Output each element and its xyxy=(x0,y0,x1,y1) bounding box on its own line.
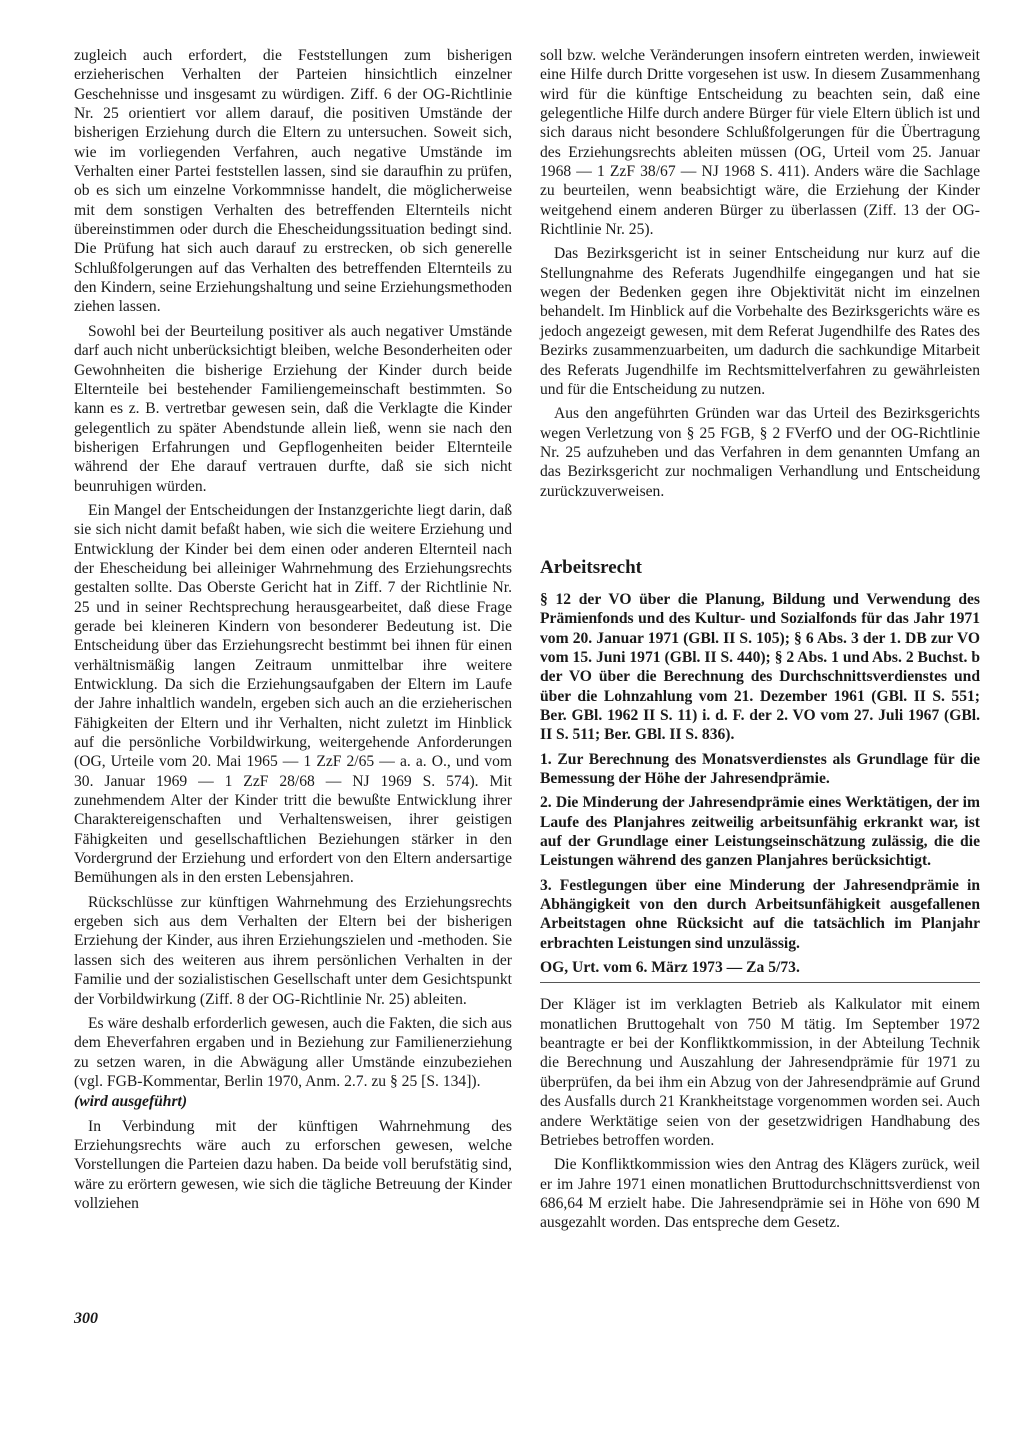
continued-note: (wird ausgeführt) xyxy=(74,1093,188,1111)
divider xyxy=(540,982,980,983)
paragraph: Rückschlüsse zur künftigen Wahrnehmung des Erziehungsrechts ergeben sich aus dem Verhalten der Eltern bei der bisherigen Erziehung der Kinder, aus ihren Erziehungszielen und -methoden. Sie lassen sich des weiteren aus ihrem persönlichen Verhalten in der Familie und der sozialistischen Gesellschaft unter dem Gesichtspunkt der Vorbildwirkung (Ziff. 8 der OG-Richtlinie Nr. 25) ableiten. xyxy=(74,893,512,1008)
right-column xyxy=(540,46,980,1238)
page-number: 300 xyxy=(74,1310,98,1327)
leitsatz: 3. Festlegungen über eine Minderung der Jahresendprämie in Abhängigkeit von den durch Arbeitsunfähigkeit ausgefallenen Arbeitstagen ohne Rücksicht auf die tatsächlich im Planjahr erbrachten Leistungen sind unzulässig. xyxy=(540,876,980,952)
law-reference: § 12 der VO über die Planung, Bildung und Verwendung des Prämienfonds und des Kultur- und Sozialfonds für das Jahr 1971 vom 20. Januar 1971 (GBl. II S. 105); § 6 Abs. 3 der 1. DB zur VO vom 15. Juni 1971 (GBl. II S. 440); § 2 Abs. 1 und Abs. 2 Buchst. b der VO über die Berechnung des Durchschnittsverdienstes und über die Lohnzahlung vom 21. Dezember 1961 (GBl. II S. 551; Ber. GBl. 1962 II S. 11) i. d. F. der 2. VO vom 27. Juli 1967 (GBl. II S. 511; Ber. GBl. II S. 836). xyxy=(540,590,980,744)
leitsatz: 1. Zur Berechnung des Monatsverdienstes als Grundlage für die Bemessung der Höhe der Jahresendprämie. xyxy=(540,750,980,787)
paragraph: soll bzw. welche Veränderungen insofern eintreten werden, inwieweit eine Hilfe durch Dritte vorgesehen ist usw. In diesem Zusammenhang wird für die künftige Entscheidung zu beachten sein, daß eine gelegentliche Hilfe durch andere Bürger für viele Eltern üblich ist und sich daraus nicht besondere Schlußfolgerungen für die Übertragung des Erziehungsrechts ableiten müssen (OG, Urteil vom 25. Januar 1968 — 1 ZzF 38/67 — NJ 1968 S. 411). Anders wäre die Sachlage zu beurteilen, wenn beabsichtigt wäre, die Erziehung der Kinder weitgehend einem anderen Bürger zu überlassen (Ziff. 13 der OG-Richtlinie Nr. 25). xyxy=(540,47,980,239)
paragraph: In Verbindung mit der künftigen Wahrnehmung des Erziehungsrechts wäre auch zu erforschen gewesen, welche Vorstellungen die Parteien dazu haben. Da beide voll berufstätig sind, wäre zu erörtern gewesen, wie sich die tägliche Betreuung der Kinder vollziehen xyxy=(74,1117,512,1212)
section-heading: Arbeitsrecht xyxy=(540,556,643,578)
case-reference: OG, Urt. vom 6. März 1973 — Za 5/73. xyxy=(540,959,800,977)
paragraph: Sowohl bei der Beurteilung positiver als auch negativer Umstände darf auch nicht unberücksichtigt bleiben, welche Besonderheiten oder Gewohnheiten die bisherige Erziehung der Kinder durch beide Elternteile bei bestehender Familiengemeinschaft bestimmten. So kann es z. B. vertretbar gewesen sein, daß die Verklagte die Kinder gelegentlich zu später Abendstunde allein ließ, wenn sie nach den bisherigen Erfahrungen und Gepflogenheiten beider Elternteile während der Ehe darauf vertrauen durfte, daß sie sich nicht beunruhigen würden. xyxy=(74,322,512,495)
paragraph: Es wäre deshalb erforderlich gewesen, auch die Fakten, die sich aus dem Eheverfahren ergaben und in Beziehung zur Familienerziehung zu setzen waren, in die Abwägung aller Umstände einzubeziehen (vgl. FGB-Kommentar, Berlin 1970, Anm. 2.7. zu § 25 [S. 134]). xyxy=(74,1014,512,1090)
left-column xyxy=(74,46,512,1218)
paragraph: Ein Mangel der Entscheidungen der Instanzgerichte liegt darin, daß sie sich nicht damit befaßt haben, wie sich die weitere Erziehung und Entwicklung der Kinder bei dem einen oder anderen Elternteil nach der Ehescheidung bei alleiniger Wahrnehmung des Erziehungsrechts gestalten sollte. Das Oberste Gericht hat in Ziff. 7 der Richtlinie Nr. 25 und in seiner Rechtsprechung herausgearbeitet, daß diese Frage gerade bei kleineren Kindern von besonderer Bedeutung ist. Die Entscheidung über das Erziehungsrecht bestimmt bei ihnen für einen verhältnismäßig langen Zeitraum unmittelbar ihre weitere Entwicklung. Da sich die Erziehungsaufgaben der Eltern im Laufe der Jahre inhaltlich wandeln, ergeben sich auch an die erzieherischen Fähigkeiten der Eltern und ihr Verhalten, nicht zuletzt im Hinblick auf die persönliche Vorbildwirkung, weitergehende Anforderungen (OG, Urteile vom 20. Mai 1965 — 1 ZzF 2/65 — a. a. O., und vom 30. Januar 1969 — 1 ZzF 28/68 — NJ 1969 S. 574). Mit zunehmendem Alter der Kinder tritt die bewußte Entwicklung ihrer Charaktereigenschaften und Verhaltensweisen, ihrer geistigen Fähigkeiten und gesellschaftlichen Beziehungen stärker in den Vordergrund der Erziehung und erfordert von den Eltern andersartige Bemühungen als in den ersten Lebensjahren. xyxy=(74,501,512,887)
paragraph: zugleich auch erfordert, die Feststellungen zum bisherigen erzieherischen Verhalten der Parteien hinsichtlich einzelner Geschehnisse und insgesamt zu würdigen. Ziff. 6 der OG-Richtlinie Nr. 25 orientiert vor allem darauf, die positiven Umstände der bisherigen Erziehung durch die Eltern zu untersuchen. Soweit sich, wie im vorliegenden Verfahren, auch negative Umstände im Verhalten einer Partei feststellen lassen, sind sie daraufhin zu prüfen, ob es sich um einzelne Vorkommnisse handelt, die möglicherweise mit dem sonstigen Verhalten des betreffenden Elternteils nicht übereinstimmen oder durch die Ehescheidungssituation bedingt sind. Die Prüfung hat sich auch darauf zu erstrecken, ob sich generelle Schlußfolgerungen auf das Verhalten des betreffenden Elternteils zu den Kindern, seine Erziehungshaltung und seine Erziehungsmethoden ziehen lassen. xyxy=(74,47,512,316)
paragraph: Die Konfliktkommission wies den Antrag des Klägers zurück, weil er im Jahre 1971 einen monatlichen Bruttodurchschnittsverdienst von 686,64 M erzielt habe. Die Jahresendprämie sei in Höhe von 690 M ausgezahlt worden. Das entspreche dem Gesetz. xyxy=(540,1156,980,1232)
paragraph: Der Kläger ist im verklagten Betrieb als Kalkulator mit einem monatlichen Bruttogehalt von 750 M tätig. Im September 1972 beantragte er bei der Konfliktkommission, in der Abteilung Technik die Berechnung und Auszahlung der Jahresendprämie für 1971 zu überprüfen, da bei ihm ein Abzug von der Jahresendprämie auf Grund des Ausfalls durch 21 Krankheitstage vorgenommen worden sei. Auch andere Werktätige seien von der gesetzwidrigen Handhabung des Betriebes betroffen worden. xyxy=(540,996,980,1149)
leitsatz: 2. Die Minderung der Jahresendprämie eines Werktätigen, der im Laufe des Planjahres zeitweilig arbeitsunfähig erkrankt war, ist auf der Grundlage einer Leistungseinschätzung zulässig, die die Leistungen während des ganzen Planjahres berücksichtigt. xyxy=(540,794,980,870)
paragraph: Das Bezirksgericht ist in seiner Entscheidung nur kurz auf die Stellungnahme des Referats Jugendhilfe eingegangen und hat sie wegen der Bedenken gegen ihre Objektivität nicht im einzelnen behandelt. Im Hinblick auf die Vorbehalte des Bezirksgerichts wäre es jedoch angezeigt gewesen, mit dem Referat Jugendhilfe des Rates des Bezirks zusammenzuarbeiten, um dadurch die sachkundige Mitarbeit des Referats Jugendhilfe im Rechtsmittelverfahren zu gewährleisten und für die Entscheidung zu nutzen. xyxy=(540,245,980,398)
paragraph: Aus den angeführten Gründen war das Urteil des Bezirksgerichts wegen Verletzung von § 25 FGB, § 2 FVerfO und der OG-Richtlinie Nr. 25 aufzuheben und das Verfahren in dem genannten Umfang an das Bezirksgericht zur nochmaligen Verhandlung und Entscheidung zurückzuverweisen. xyxy=(540,405,980,500)
